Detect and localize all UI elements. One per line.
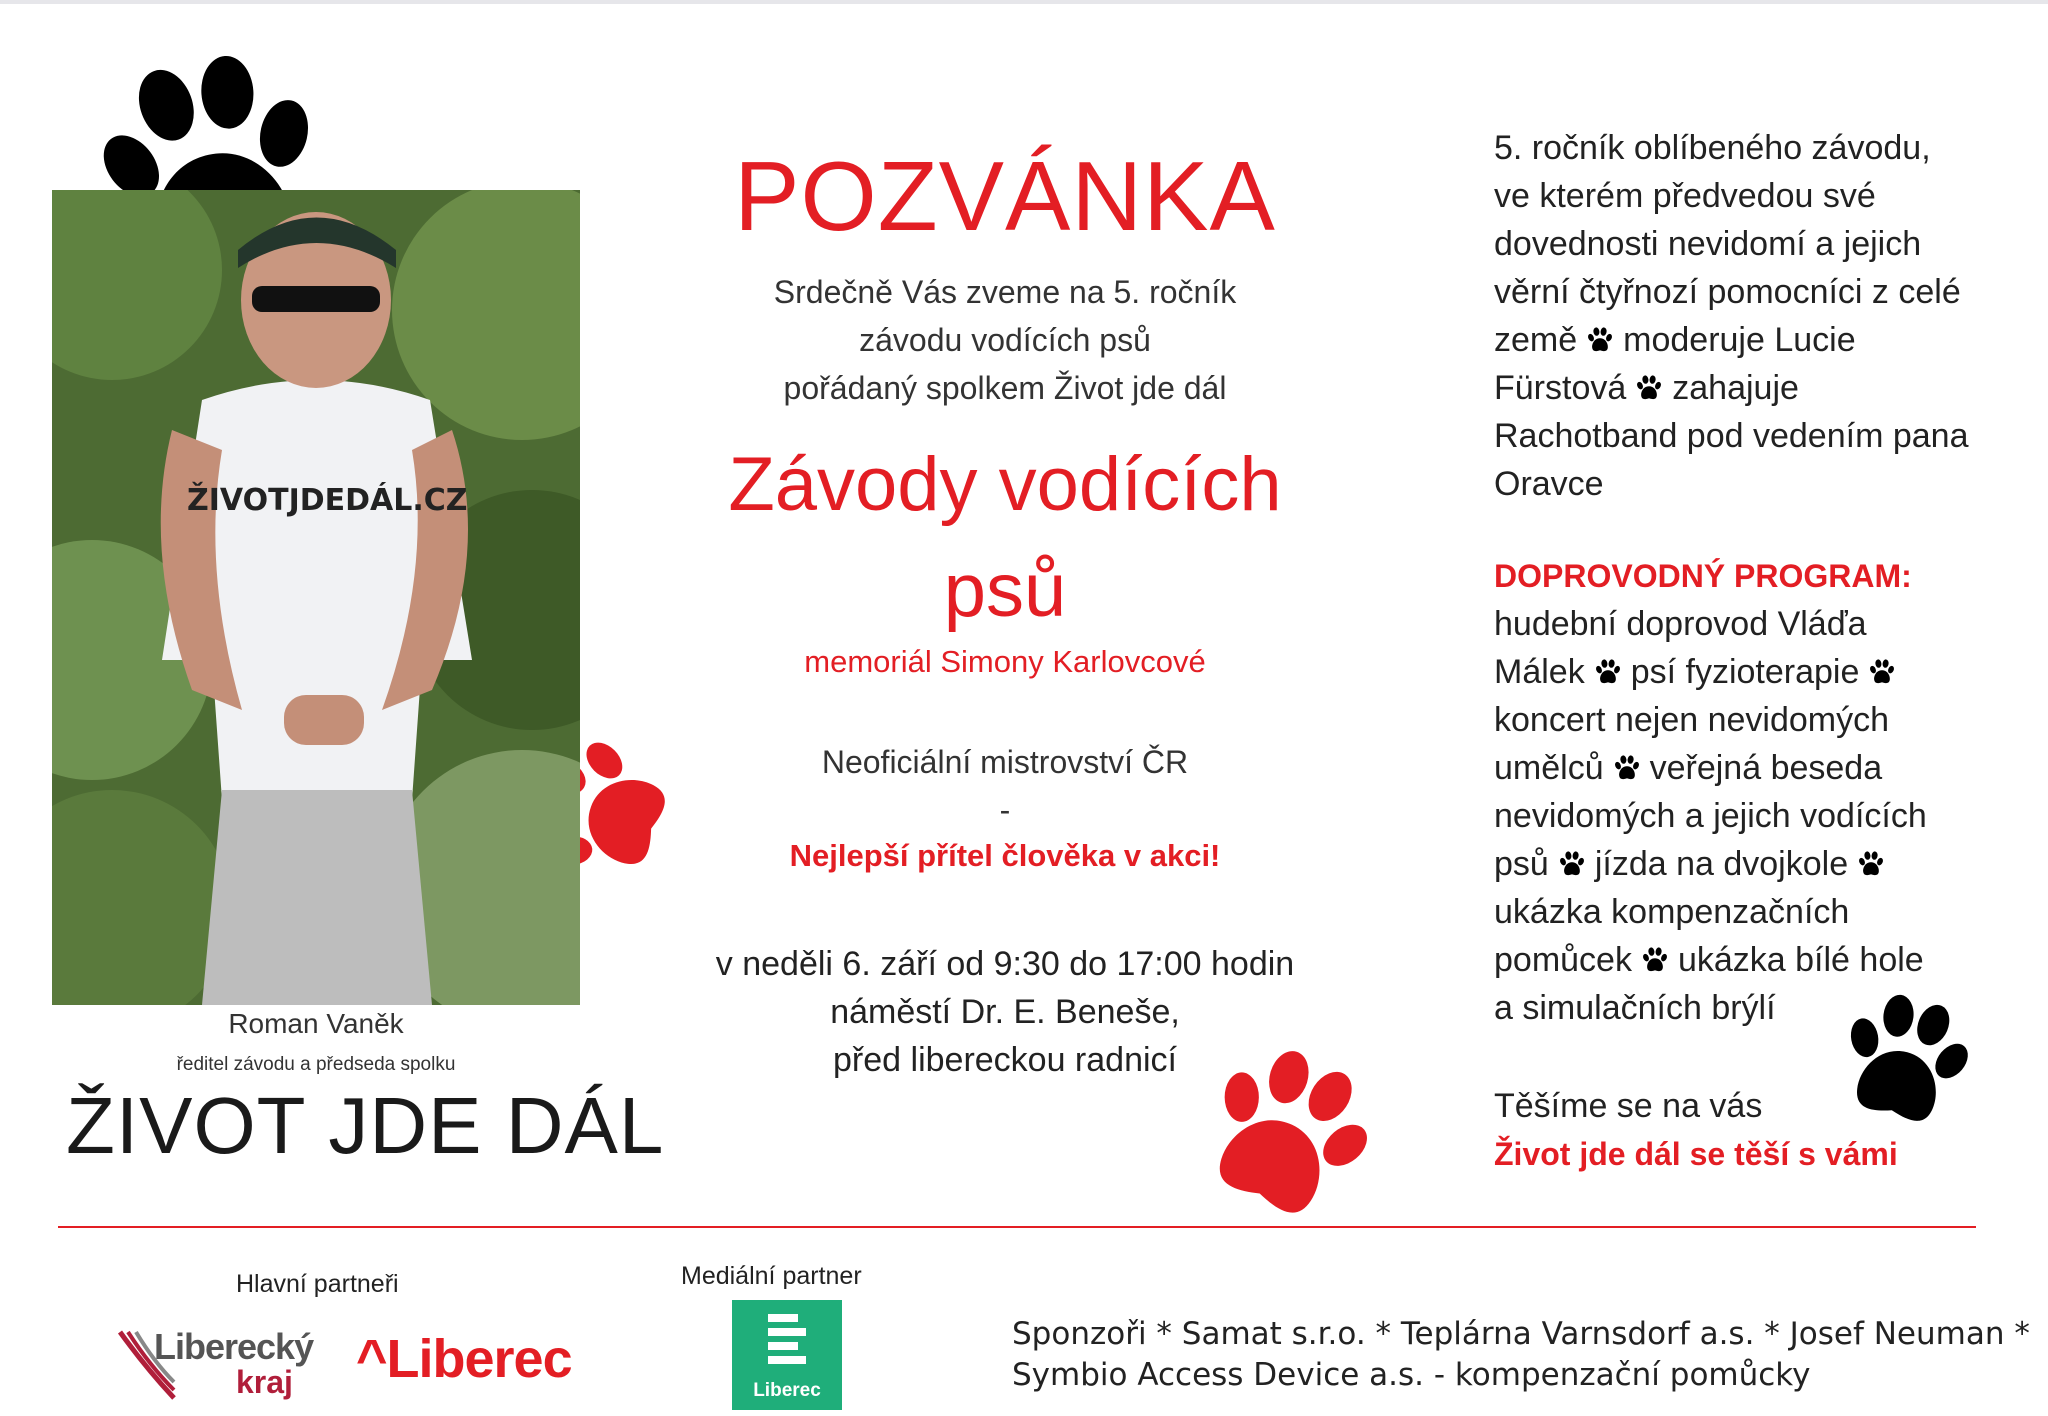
program-line: umělců veřejná beseda	[1494, 749, 1883, 787]
photo-roman-vanek	[52, 190, 580, 1005]
main-partners-label: Hlavní partneři	[236, 1270, 399, 1298]
organization-logo: ŽIVOT JDE DÁL	[66, 1081, 665, 1170]
paw-icon	[1591, 657, 1625, 687]
sponsors-line: Sponzoři * Samat s.r.o. * Teplárna Varnsdorf a.s. * Josef Neuman *	[1012, 1316, 2030, 1352]
description-line: ve kterém předvedou své	[1494, 177, 1876, 215]
program-line: a simulačních brýlí	[1494, 989, 1776, 1027]
intro-line: Srdečně Vás zveme na 5. ročník	[773, 274, 1237, 310]
shirt-text: ŽIVOTJDEDÁL.CZ	[187, 483, 468, 518]
program-line: psů jízda na dvojkole	[1494, 840, 2014, 888]
program-line: nevidomých a jejich vodících	[1494, 797, 1927, 835]
description-line: země moderuje Lucie	[1494, 321, 1856, 359]
event-when-where	[680, 940, 1330, 1084]
race-title	[680, 432, 1330, 644]
radio-label: Liberec	[753, 1380, 821, 1401]
paw-icon	[1610, 753, 1644, 783]
person-role: ředitel závodu a předseda spolku	[176, 1054, 456, 1075]
liberecky-kraj-logo	[116, 1322, 316, 1402]
motto-text: Nejlepší přítel člověka v akci!	[789, 838, 1221, 873]
top-border	[0, 0, 2048, 4]
description-line: dovednosti nevidomí a jejich	[1494, 225, 1922, 263]
sponsors-list	[1012, 1314, 2042, 1396]
championship-text	[680, 738, 1330, 834]
description-line: Oravce	[1494, 465, 1604, 503]
liberecky-kraj-line1: Liberecký	[154, 1326, 314, 1367]
event-place: náměstí Dr. E. Beneše,	[830, 993, 1180, 1031]
intro-line: závodu vodících psů	[859, 322, 1151, 358]
liberec-city-logo: ^Liberec	[356, 1329, 572, 1389]
program-line: koncert nejen nevidomých	[1494, 701, 1890, 739]
program-line: hudební doprovod Vláďa	[1494, 605, 1867, 643]
person-name: Roman Vaněk	[228, 1008, 404, 1039]
media-partner-label: Mediální partner	[681, 1262, 862, 1290]
championship-line: Neoficiální mistrovství ČR	[821, 744, 1189, 780]
closing-greeting: Těšíme se na vás	[1494, 1087, 1763, 1125]
paw-icon	[1555, 849, 1589, 879]
intro-line: pořádaný spolkem Život jde dál	[783, 370, 1227, 406]
paw-icon	[1638, 945, 1672, 975]
sponsors-line: Symbio Access Device a.s. - kompenzační pomůcky	[1012, 1357, 1811, 1393]
program-line: Málek psí fyzioterapie	[1494, 648, 2014, 696]
event-place-detail: před libereckou radnicí	[833, 1041, 1177, 1079]
event-description	[1494, 124, 2014, 508]
paw-icon	[1632, 373, 1666, 403]
description-line: 5. ročník oblíbeného závodu,	[1494, 129, 1931, 167]
description-line: Rachotband pod vedením pana	[1494, 417, 1969, 455]
description-line: věrní čtyřnozí pomocníci z celé	[1494, 273, 1961, 311]
page-title: POZVÁNKA	[734, 141, 1276, 251]
cesky-rozhlas-liberec-logo	[732, 1300, 842, 1410]
paw-icon	[1854, 849, 1888, 879]
program-list	[1494, 600, 2014, 1032]
description-line: Fürstová zahajuje	[1494, 369, 1799, 407]
divider	[58, 1226, 1976, 1228]
intro-text	[680, 268, 1330, 412]
closing-signature: Život jde dál se těší s vámi	[1494, 1136, 1898, 1172]
program-line: ukázka kompenzačních	[1494, 893, 1850, 931]
liberecky-kraj-line2: kraj	[236, 1364, 293, 1400]
paw-icon	[1583, 325, 1617, 355]
dash-separator: -	[999, 792, 1011, 828]
event-date: v neděli 6. září od 9:30 do 17:00 hodin	[715, 945, 1295, 983]
paw-icon	[1865, 657, 1899, 687]
memorial-subtitle: memoriál Simony Karlovcové	[804, 644, 1206, 679]
program-line: pomůcek ukázka bílé hole	[1494, 941, 1924, 979]
program-heading: DOPROVODNÝ PROGRAM:	[1494, 558, 1912, 594]
race-title-line: Závody vodících	[728, 442, 1282, 527]
race-title-line: psů	[943, 548, 1067, 633]
radio-mark	[768, 1314, 808, 1370]
